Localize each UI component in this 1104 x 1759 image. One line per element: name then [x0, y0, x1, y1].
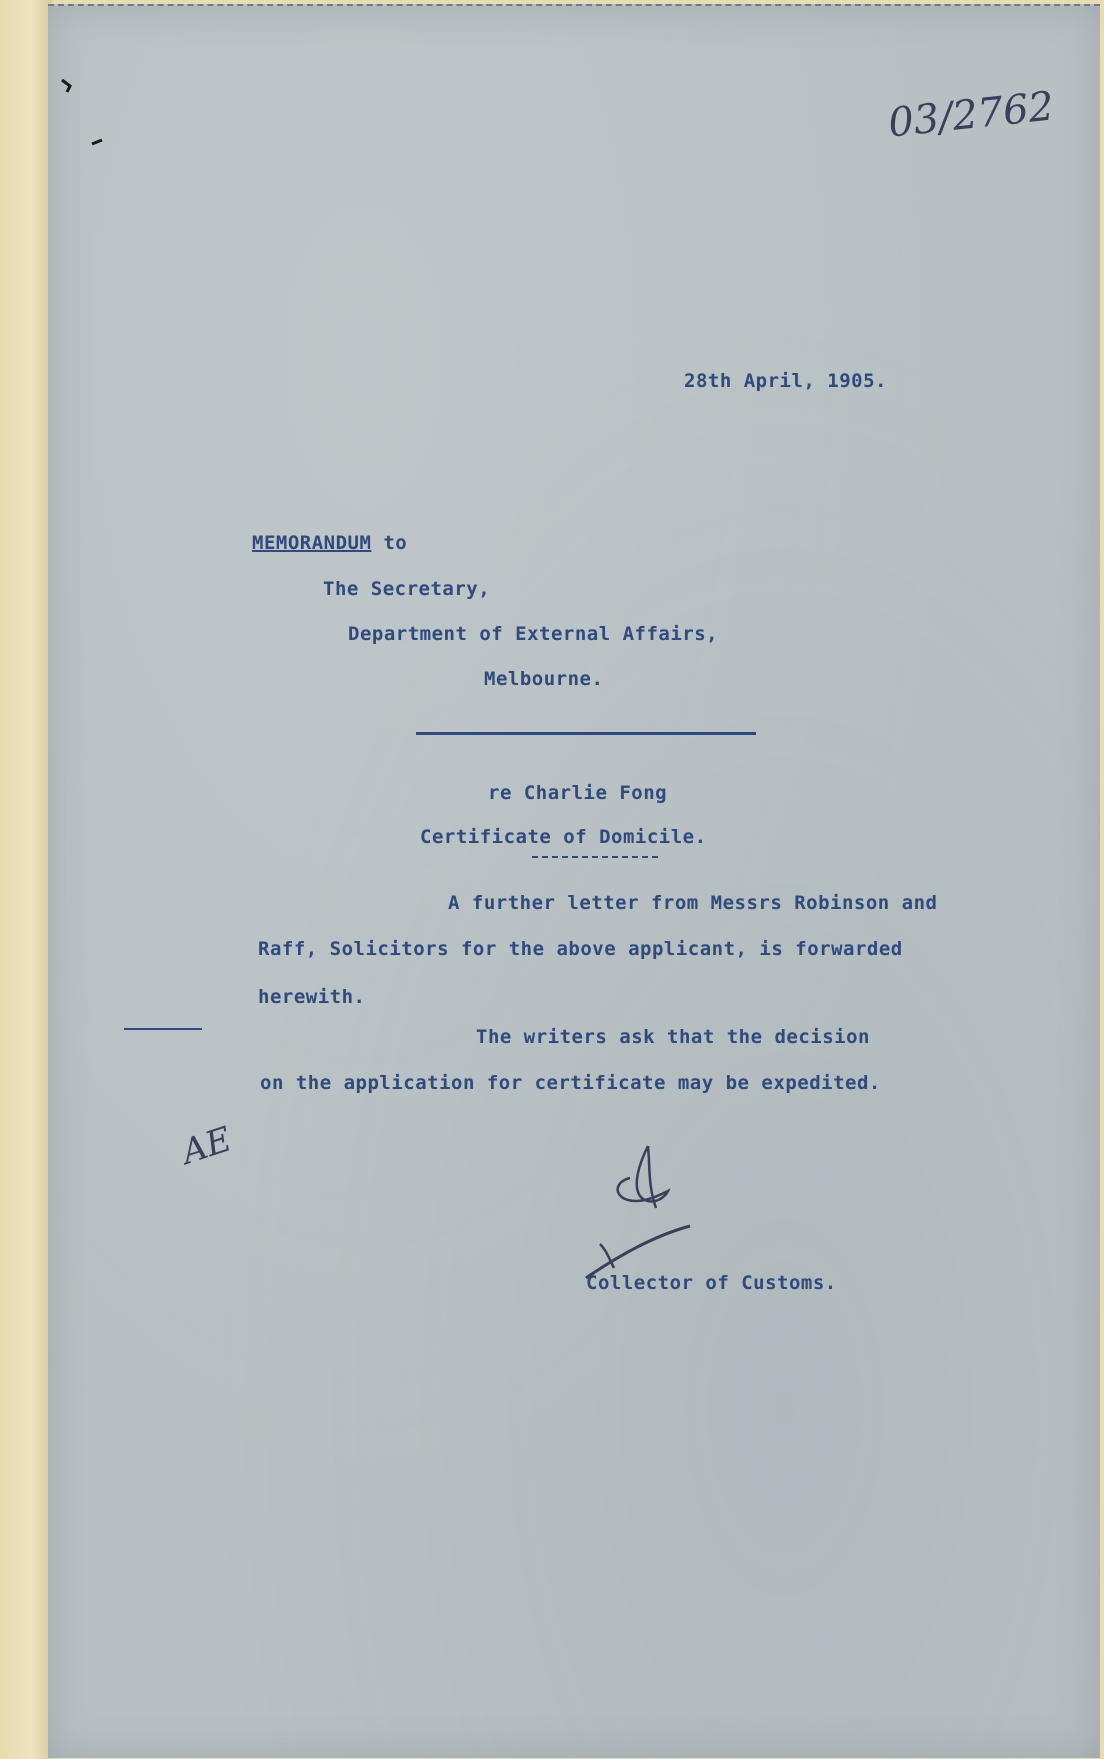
body-line-3: herewith.: [258, 986, 366, 1008]
punch-mark-bottom: [90, 136, 106, 148]
memorandum-sheet: [48, 4, 1100, 1758]
signature-title: Collector of Customs.: [586, 1272, 837, 1294]
signature-mark: [578, 1136, 728, 1286]
addressee-line-1: The Secretary,: [323, 578, 491, 600]
body-line-1: A further letter from Messrs Robinson and: [448, 892, 938, 914]
file-reference-number: 03/2762: [886, 83, 1057, 147]
punch-mark-top: [58, 76, 78, 96]
memo-date: 28th April, 1905.: [684, 370, 887, 392]
subject-line-2: Certificate of Domicile.: [420, 826, 707, 848]
subject-line-1: re Charlie Fong: [488, 782, 668, 804]
memo-heading-to: to: [383, 532, 408, 554]
memo-heading-word: MEMORANDUM: [252, 532, 372, 554]
addressee-line-2: Department of External Affairs,: [348, 623, 719, 645]
addressee-line-3: Melbourne.: [484, 668, 604, 690]
body-line-5: on the application for certificate may be expedited.: [260, 1072, 881, 1094]
margin-initials: AE: [177, 1119, 237, 1173]
memo-heading: [252, 532, 407, 554]
subject-underline: [532, 856, 658, 858]
paper-left-edge: [0, 0, 52, 1759]
body-line-2: Raff, Solicitors for the above applicant, is forwarded: [258, 938, 903, 960]
margin-dash: [124, 1028, 202, 1030]
divider-rule: [416, 732, 756, 735]
body-line-4: The writers ask that the decision: [476, 1026, 870, 1048]
